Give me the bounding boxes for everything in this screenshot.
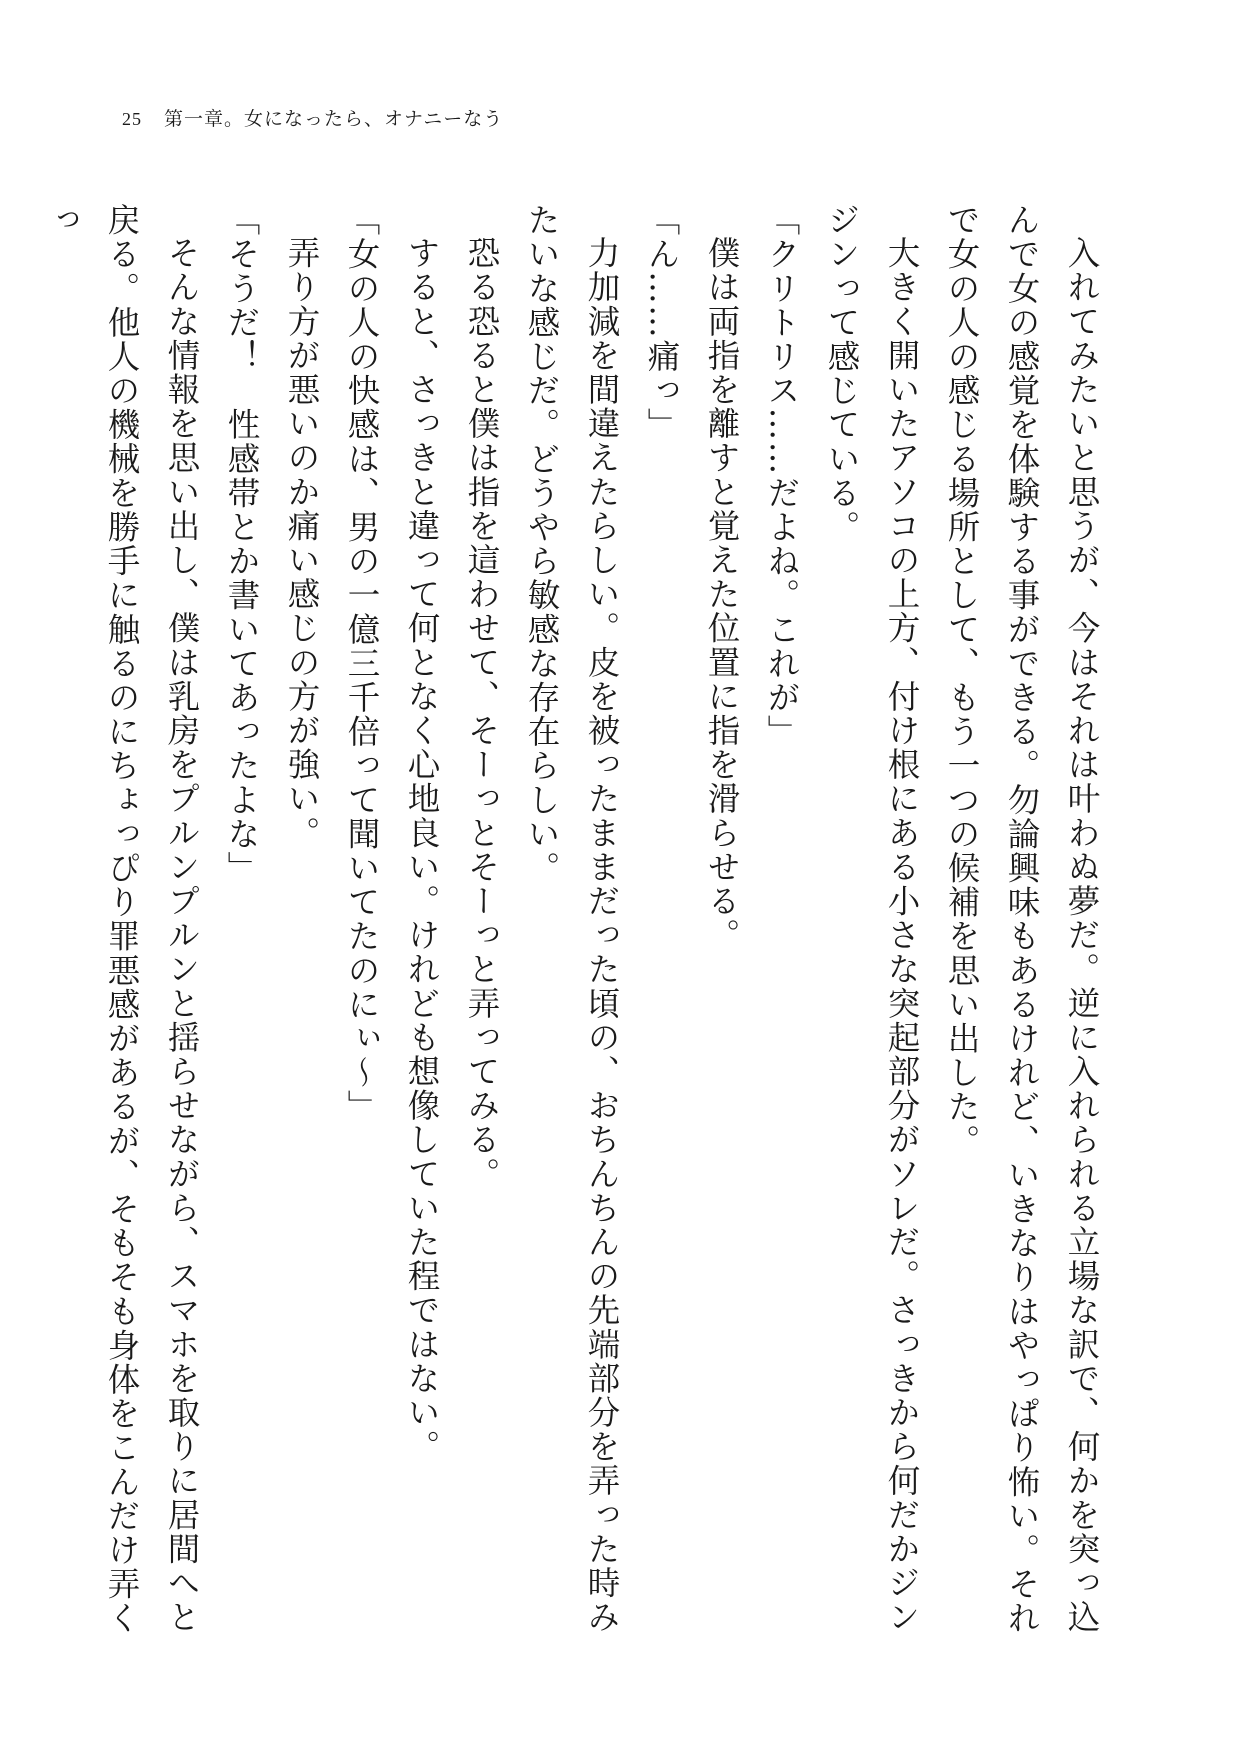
dialogue-line: 「女の人の快感は、男の一億三千倍って聞いてたのにぃ～」 [343,203,381,1124]
paragraph: 大きく開いたアソコの上方、付け根にある小さな突起部分がソレだ。さっきから何だかジンジンって感じている。 [823,203,921,1634]
page-number: 25 [122,109,142,129]
chapter-title: 第一章。女になったら、オナニーなう [164,108,504,130]
dialogue-line: 「そうだ！ 性感帯とか書いてあったよな」 [223,203,261,885]
dialogue-line: 「クリトリス……だよね。これが」 [763,203,801,749]
paragraph: 力加減を間違えたらしい。皮を被ったままだった頃の、おちんちんの先端部分を弄った時みたいな感じだ。どうやら敏感な存在らしい。 [523,203,621,1634]
dialogue-line: 「ん……痛っ」 [643,203,681,442]
paragraph: 僕は両指を離すと覚えた位置に指を滑らせる。 [703,235,741,952]
paragraph: すると、さっきと違って何となく心地良い。けれども想像していた程ではない。 [403,235,441,1464]
body-text [43,203,1112,1653]
paragraph: 恐る恐ると僕は指を這わせて、そーっとそーっと弄ってみる。 [463,235,501,1191]
paragraph: 入れてみたいと思うが、今はそれは叶わぬ夢だ。逆に入れられる立場な訳で、何かを突っ込んで女の感覚を体験する事ができる。勿論興味もあるけれど、いきなりはやっぱり怖い。それで女の人の感じる場所として、もう一つの候補を思い出した。 [943,203,1101,1636]
paragraph: そんな情報を思い出し、僕は乳房をプルンプルンと揺らせながら、スマホを取りに居間へと戻る。他人の機械を勝手に触るのにちょっぴり罪悪感があるが、そもそも身体をこんだけ弄くっ [43,203,201,1636]
running-header [122,104,503,131]
paragraph: 弄り方が悪いのか痛い感じの方が強い。 [283,235,321,850]
